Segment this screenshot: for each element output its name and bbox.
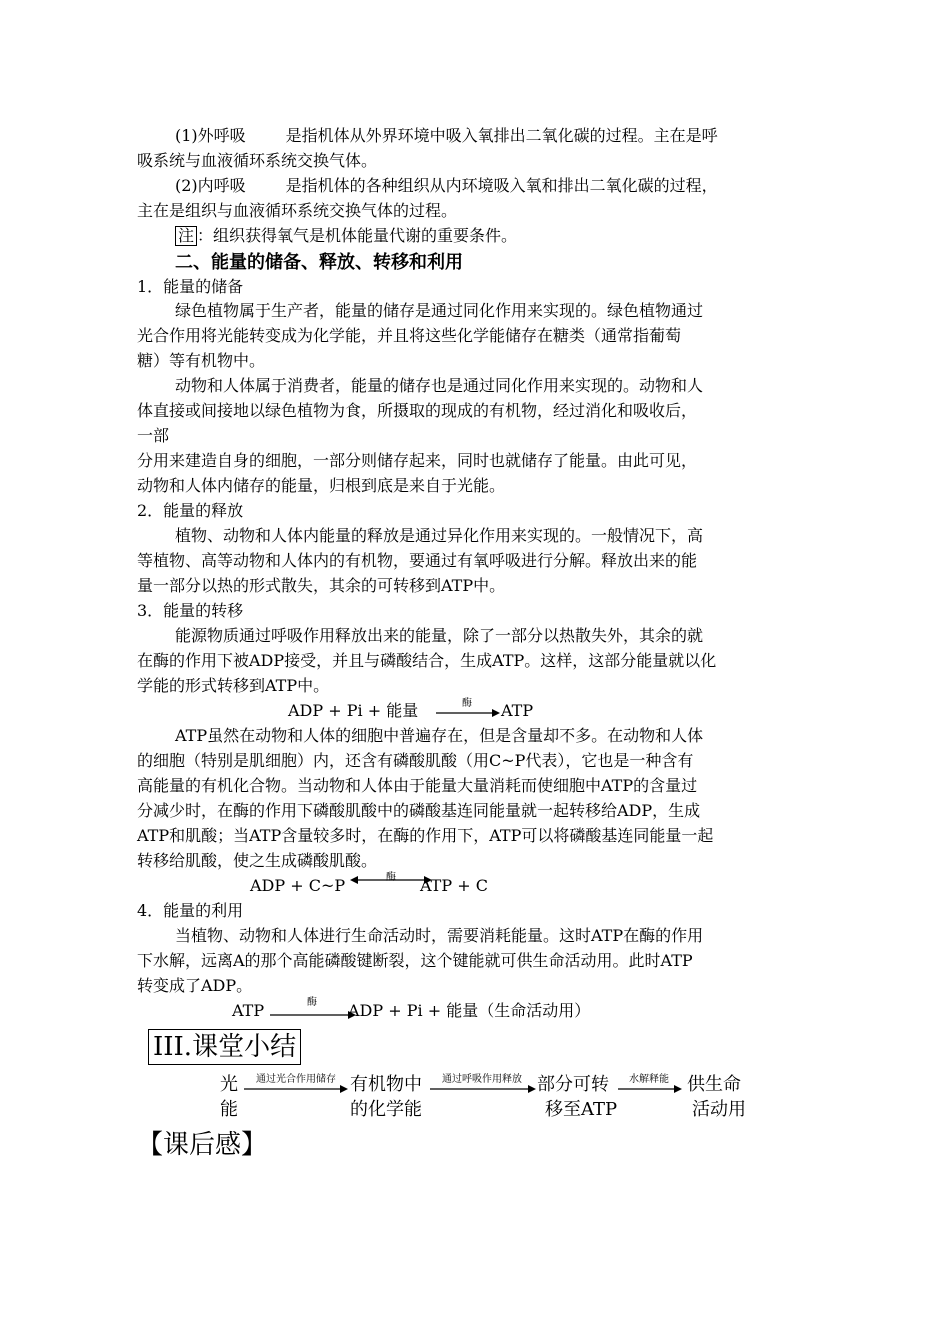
summary-title: III.课堂小结 bbox=[148, 1029, 301, 1065]
s3-paragraph-line: 高能量的有机化合物。当动物和人体由于能量大量消耗而使细胞中ATP的含量过 bbox=[137, 776, 698, 795]
s1-paragraph-line: 一部 bbox=[137, 426, 170, 445]
s3-paragraph-line: 分减少时，在酶的作用下磷酸肌酸中的磷酸基连同能量就一起转移给ADP，生成 bbox=[137, 801, 701, 820]
s1-paragraph-line: 绿色植物属于生产者，能量的储存是通过同化作用来实现的。绿色植物通过 bbox=[175, 301, 704, 320]
eq1-right: ATP bbox=[501, 701, 534, 720]
flow-node-light-line-1: 光 bbox=[220, 1074, 238, 1095]
eq2-enzyme-label: 酶 bbox=[386, 872, 396, 883]
internal-respiration-line-2: 主在是组织与血液循环系统交换气体的过程。 bbox=[137, 201, 458, 220]
s1-paragraph-line: 动物和人体内储存的能量，归根到底是来自于光能。 bbox=[137, 476, 506, 495]
flow-arrow-3-label: 水解释能 bbox=[629, 1074, 669, 1085]
s2-paragraph-line: 量一部分以热的形式散失，其余的可转移到ATP中。 bbox=[137, 576, 506, 595]
flow-arrow-2 bbox=[430, 1084, 536, 1094]
s2-paragraph-line: 植物、动物和人体内能量的释放是通过异化作用来实现的。一般情况下，高 bbox=[175, 526, 704, 545]
note-mark: 注 bbox=[175, 226, 197, 246]
s3-paragraph-line: ATP和肌酸；当ATP含量较多时，在酶的作用下，ATP可以将磷酸基连同能量一起 bbox=[137, 826, 714, 845]
external-respiration-term: (1)外呼吸 bbox=[175, 126, 246, 145]
eq2-left: ADP + C~P bbox=[250, 876, 346, 895]
s3-paragraph-line: 的细胞（特别是肌细胞）内，还含有磷酸肌酸（用C~P代表），它也是一种含有 bbox=[137, 751, 694, 770]
flow-node-life-line-1: 供生命 bbox=[687, 1074, 741, 1095]
s1-paragraph-line: 糖）等有机物中。 bbox=[137, 351, 266, 370]
note-text: ：组织获得氧气是机体能量代谢的重要条件。 bbox=[197, 226, 518, 245]
flow-node-atp-line-1: 部分可转 bbox=[537, 1074, 609, 1095]
s4-paragraph-line: 下水解，远离A的那个高能磷酸键断裂，这个键能就可供生命活动用。此时ATP bbox=[137, 951, 693, 970]
s4-paragraph-line: 当植物、动物和人体进行生命活动时，需要消耗能量。这时ATP在酶的作用 bbox=[175, 926, 704, 945]
internal-respiration-line-1 bbox=[175, 174, 857, 198]
s3-paragraph-line: 在酶的作用下被ADP接受，并且与磷酸结合，生成ATP。这样，这部分能量就以化 bbox=[137, 651, 717, 670]
external-respiration-line-1 bbox=[175, 124, 857, 148]
s1-heading: 1．能量的储备 bbox=[137, 277, 244, 296]
flow-arrow-1-label: 通过光合作用储存 bbox=[256, 1074, 336, 1085]
s3-paragraph-line: 学能的形式转移到ATP中。 bbox=[137, 676, 330, 695]
eq1-enzyme-label: 酶 bbox=[462, 698, 472, 709]
eq1-left: ADP + Pi + 能量 bbox=[288, 701, 419, 720]
s4-paragraph-line: 转变成了ADP。 bbox=[137, 976, 253, 995]
eq3-enzyme-label: 酶 bbox=[307, 997, 317, 1008]
flow-arrow-3 bbox=[618, 1084, 682, 1094]
s1-paragraph-line: 体直接或间接地以绿色植物为食，所摄取的现成的有机物，经过消化和吸收后， bbox=[137, 401, 698, 420]
internal-respiration-term: (2)内呼吸 bbox=[175, 176, 246, 195]
flow-node-life-line-2: 活动用 bbox=[692, 1099, 746, 1120]
eq3-left: ATP bbox=[232, 1001, 265, 1020]
eq3-right: ADP + Pi + 能量（生命活动用） bbox=[348, 1001, 591, 1020]
s1-paragraph-line: 光合作用将光能转变成为化学能，并且将这些化学能储存在糖类（通常指葡萄 bbox=[137, 326, 682, 345]
s2-heading: 2．能量的释放 bbox=[137, 501, 244, 520]
after-class-heading: 【课后感】 bbox=[137, 1130, 268, 1160]
s2-paragraph-line: 等植物、高等动物和人体内的有机物，要通过有氧呼吸进行分解。释放出来的能 bbox=[137, 551, 698, 570]
eq1-arrow bbox=[436, 708, 500, 718]
external-respiration-def: 是指机体从外界环境中吸入氧排出二氧化碳的过程。主在是呼 bbox=[285, 126, 718, 145]
flow-node-light-line-2: 能 bbox=[220, 1099, 238, 1120]
s1-paragraph-line: 分用来建造自身的细胞，一部分则储存起来，同时也就储存了能量。由此可见， bbox=[137, 451, 698, 470]
eq3-arrow bbox=[270, 1010, 356, 1020]
flow-arrow-1 bbox=[244, 1084, 348, 1094]
s1-paragraph-line: 动物和人体属于消费者，能量的储存也是通过同化作用来实现的。动物和人 bbox=[175, 376, 704, 395]
flow-node-chemical-line-1: 有机物中 bbox=[350, 1074, 422, 1095]
s4-heading: 4．能量的利用 bbox=[137, 901, 244, 920]
eq2-right: ATP + C bbox=[420, 876, 488, 895]
s3-paragraph-line: 能源物质通过呼吸作用释放出来的能量，除了一部分以热散失外，其余的就 bbox=[175, 626, 704, 645]
s3-heading: 3．能量的转移 bbox=[137, 601, 244, 620]
flow-arrow-2-label: 通过呼吸作用释放 bbox=[442, 1074, 522, 1085]
flow-node-chemical-line-2: 的化学能 bbox=[350, 1099, 422, 1120]
external-respiration-line-2: 吸系统与血液循环系统交换气体。 bbox=[137, 151, 378, 170]
note-line bbox=[175, 224, 857, 248]
s3-paragraph-line: ATP虽然在动物和人体的细胞中普遍存在，但是含量却不多。在动物和人体 bbox=[175, 726, 704, 745]
flow-node-atp-line-2: 移至ATP bbox=[545, 1099, 618, 1120]
section-title: 二、能量的储备、释放、转移和利用 bbox=[175, 252, 463, 273]
s3-paragraph-line: 转移给肌酸，使之生成磷酸肌酸。 bbox=[137, 851, 378, 870]
internal-respiration-def: 是指机体的各种组织从内环境吸入氧和排出二氧化碳的过程， bbox=[285, 176, 718, 195]
